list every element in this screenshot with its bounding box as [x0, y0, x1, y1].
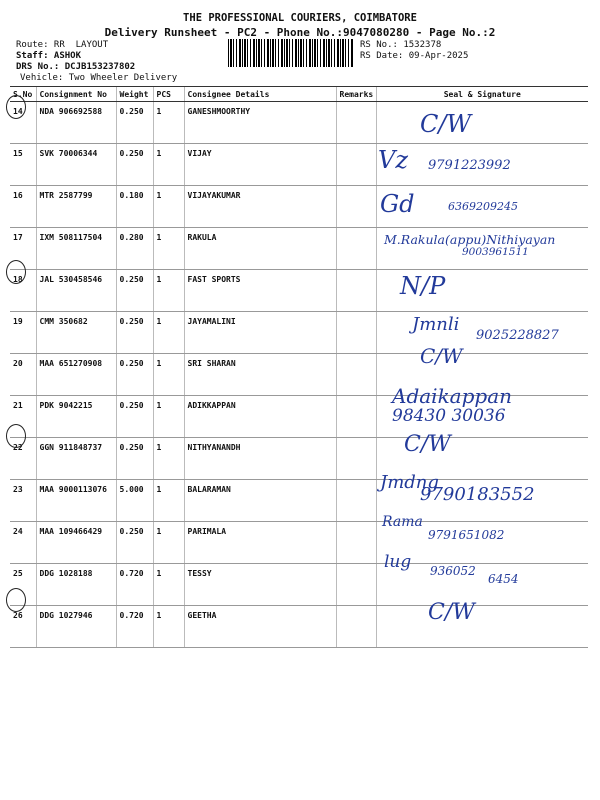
signature-23: Jmdng [380, 472, 439, 493]
cell-sno: 23 [10, 480, 36, 522]
cell-remarks [336, 480, 376, 522]
cell-weight: 5.000 [116, 480, 153, 522]
cell-weight: 0.250 [116, 312, 153, 354]
cell-remarks [336, 396, 376, 438]
signature-25: lug [384, 552, 412, 572]
phone-21: 98430 30036 [392, 406, 506, 426]
cell-pcs: 1 [153, 396, 184, 438]
cell-weight: 0.250 [116, 102, 153, 144]
col-consignee: Consignee Details [184, 87, 336, 102]
cell-consignee: FAST SPORTS [184, 270, 336, 312]
cell-consignment: DDG 1027946 [36, 606, 116, 648]
cell-remarks [336, 144, 376, 186]
cell-remarks [336, 438, 376, 480]
cell-remarks [336, 606, 376, 648]
cell-remarks [336, 522, 376, 564]
signature-15: Vz [378, 146, 408, 174]
staff-label: Staff: ASHOK [16, 51, 82, 61]
signature-16: Gd [380, 190, 415, 218]
cell-consignee: PARIMALA [184, 522, 336, 564]
cell-consignee: GANESHMOORTHY [184, 102, 336, 144]
ink-circle-18 [6, 260, 26, 284]
cell-remarks [336, 270, 376, 312]
cell-consignment: IXM 508117504 [36, 228, 116, 270]
cell-pcs: 1 [153, 564, 184, 606]
signature-21: Adaikappan [392, 384, 513, 408]
drs-number: DRS No.: DCJB153237802 [16, 62, 136, 72]
cell-weight: 0.250 [116, 396, 153, 438]
col-remarks: Remarks [336, 87, 376, 102]
cell-remarks [336, 102, 376, 144]
rs-date: RS Date: 09-Apr-2025 [360, 51, 469, 61]
table-row [10, 606, 588, 648]
cell-sno: 17 [10, 228, 36, 270]
cell-consignee: RAKULA [184, 228, 336, 270]
barcode [228, 39, 354, 67]
company-name: THE PROFESSIONAL COURIERS, COIMBATORE [183, 12, 417, 24]
cell-weight: 0.250 [116, 438, 153, 480]
cell-weight: 0.180 [116, 186, 153, 228]
cell-weight: 0.250 [116, 270, 153, 312]
cell-sno: 16 [10, 186, 36, 228]
cell-remarks [336, 312, 376, 354]
ink-circle-26 [6, 588, 26, 612]
cell-signature [376, 102, 588, 144]
rs-number: RS No.: 1532378 [360, 40, 442, 50]
table-row [10, 438, 588, 480]
phone-23: 9790183552 [420, 484, 535, 505]
cell-consignment: MAA 651270908 [36, 354, 116, 396]
cell-consignment: MAA 9000113076 [36, 480, 116, 522]
signature-24: Rama [382, 514, 423, 530]
cell-consignee: VIJAYAKUMAR [184, 186, 336, 228]
vehicle-label: Vehicle: Two Wheeler Delivery [20, 73, 178, 83]
cell-pcs: 1 [153, 480, 184, 522]
cell-weight: 0.280 [116, 228, 153, 270]
cell-consignee: VIJAY [184, 144, 336, 186]
route-label: Route: RR LAYOUT [16, 40, 109, 50]
cell-pcs: 1 [153, 312, 184, 354]
cell-pcs: 1 [153, 354, 184, 396]
cell-sno: 20 [10, 354, 36, 396]
ink-circle-14 [6, 95, 26, 119]
cell-consignee: NITHYANANDH [184, 438, 336, 480]
cell-weight: 0.250 [116, 354, 153, 396]
signature-20: C/W [420, 344, 463, 368]
cell-weight: 0.250 [116, 522, 153, 564]
col-sno: S.No [10, 87, 36, 102]
cell-weight: 0.720 [116, 606, 153, 648]
phone-25b: 6454 [488, 572, 519, 586]
signature-14: C/W [420, 110, 472, 138]
table-header-row [10, 87, 588, 102]
table-row [10, 270, 588, 312]
cell-pcs: 1 [153, 102, 184, 144]
cell-sno: 25 [10, 564, 36, 606]
cell-weight: 0.720 [116, 564, 153, 606]
cell-consignment: SVK 70006344 [36, 144, 116, 186]
col-consignment: Consignment No [36, 87, 116, 102]
ink-circle-22 [6, 424, 26, 448]
cell-pcs: 1 [153, 438, 184, 480]
cell-consignee: TESSY [184, 564, 336, 606]
cell-sno: 18 [10, 270, 36, 312]
cell-consignee: JAYAMALINI [184, 312, 336, 354]
signature-22: C/W [404, 432, 451, 457]
cell-pcs: 1 [153, 606, 184, 648]
cell-remarks [336, 228, 376, 270]
cell-pcs: 1 [153, 270, 184, 312]
col-weight: Weight [116, 87, 153, 102]
phone-19: 9025228827 [476, 328, 559, 343]
cell-consignee: BALARAMAN [184, 480, 336, 522]
cell-consignee: SRI SHARAN [184, 354, 336, 396]
cell-remarks [336, 186, 376, 228]
cell-consignee: GEETHA [184, 606, 336, 648]
cell-sno: 22 [10, 438, 36, 480]
cell-consignment: MAA 109466429 [36, 522, 116, 564]
cell-consignment: DDG 1028188 [36, 564, 116, 606]
cell-consignment: MTR 2587799 [36, 186, 116, 228]
cell-pcs: 1 [153, 144, 184, 186]
remark-18: N/P [400, 272, 446, 300]
phone-15: 9791223992 [428, 158, 511, 173]
cell-consignee: ADIKKAPPAN [184, 396, 336, 438]
cell-consignment: PDK 9042215 [36, 396, 116, 438]
cell-consignment: GGN 911848737 [36, 438, 116, 480]
signature-26: C/W [428, 600, 475, 625]
cell-consignment: NDA 906692588 [36, 102, 116, 144]
phone-25a: 936052 [430, 564, 476, 578]
table-row [10, 102, 588, 144]
cell-sno: 15 [10, 144, 36, 186]
col-signature: Seal & Signature [376, 87, 588, 102]
cell-sno: 24 [10, 522, 36, 564]
cell-sno: 14 [10, 102, 36, 144]
signature-17: M.Rakula(appu)Nithiyayan [384, 232, 556, 247]
cell-weight: 0.250 [116, 144, 153, 186]
cell-pcs: 1 [153, 228, 184, 270]
col-pcs: PCS [153, 87, 184, 102]
cell-remarks [336, 564, 376, 606]
cell-sno: 26 [10, 606, 36, 648]
cell-signature [376, 606, 588, 648]
phone-17: 9003961511 [462, 246, 529, 258]
phone-24: 9791651082 [428, 528, 505, 542]
cell-consignment: JAL 530458546 [36, 270, 116, 312]
signature-19: Jmnli [412, 314, 460, 335]
cell-consignment: CMM 350682 [36, 312, 116, 354]
cell-sno: 19 [10, 312, 36, 354]
runsheet-subtitle: Delivery Runsheet - PC2 - Phone No.:9047080280 - Page No.:2 [104, 26, 496, 39]
cell-pcs: 1 [153, 186, 184, 228]
phone-16: 6369209245 [448, 200, 518, 213]
cell-pcs: 1 [153, 522, 184, 564]
cell-remarks [336, 354, 376, 396]
cell-sno: 21 [10, 396, 36, 438]
